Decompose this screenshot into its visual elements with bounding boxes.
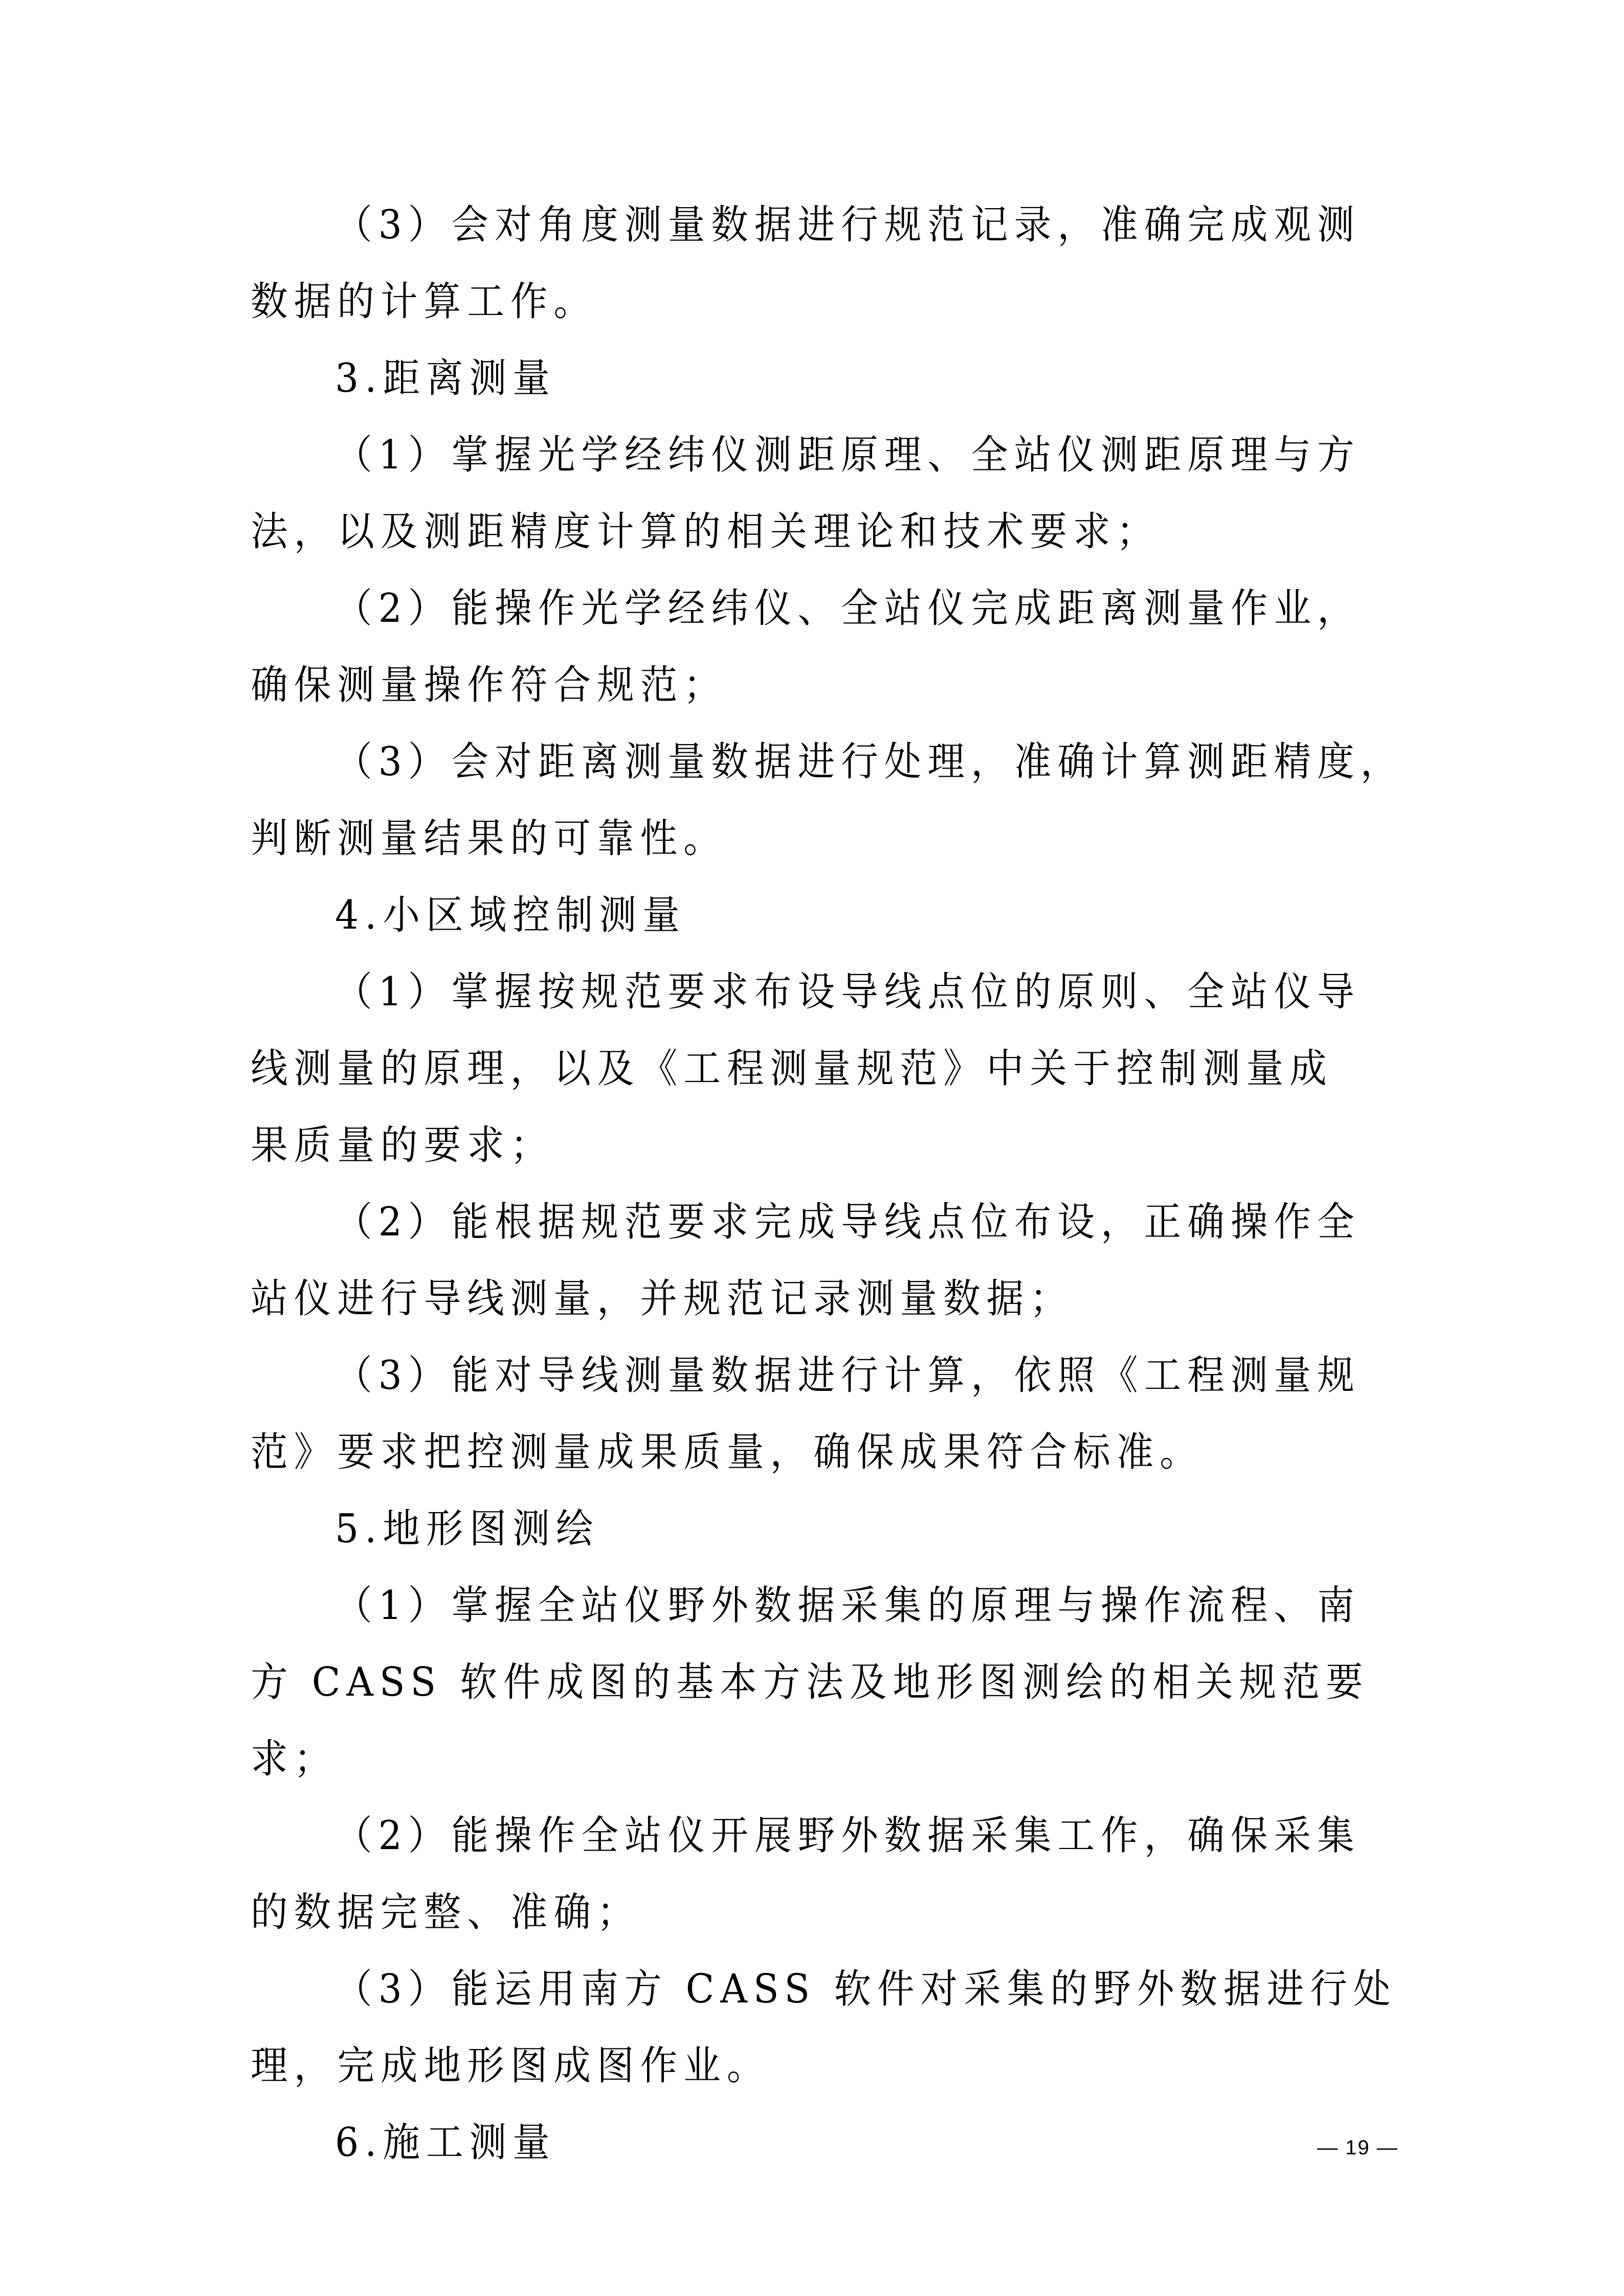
- section-heading: 3.距离测量: [335, 355, 556, 401]
- text-line: 线测量的原理，以及《工程测量规范》中关于控制测量成: [251, 1046, 1333, 1092]
- text-line: 范》要求把控测量成果质量，确保成果符合标准。: [251, 1429, 1203, 1475]
- text-line: （1）掌握光学经纬仪测距原理、全站仪测距原理与方: [335, 432, 1361, 478]
- text-line: （3）会对角度测量数据进行规范记录，准确完成观测: [335, 202, 1361, 248]
- text-line: 确保测量操作符合规范；: [251, 662, 727, 708]
- text-line: 方 CASS 软件成图的基本方法及地形图测绘的相关规范要: [251, 1659, 1369, 1705]
- text-line: （1）掌握按规范要求布设导线点位的原则、全站仪导: [335, 969, 1361, 1015]
- text-line: （1）掌握全站仪野外数据采集的原理与操作流程、南: [335, 1583, 1361, 1629]
- section-heading: 5.地形图测绘: [335, 1506, 599, 1552]
- text-line: （2）能操作全站仪开展野外数据采集工作，确保采集: [335, 1813, 1361, 1859]
- text-line: 的数据完整、准确；: [251, 1889, 640, 1935]
- text-line: （2）能根据规范要求完成导线点位布设，正确操作全: [335, 1199, 1361, 1245]
- text-line: 法，以及测距精度计算的相关理论和技术要求；: [251, 509, 1160, 555]
- text-line: （3）能运用南方 CASS 软件对采集的野外数据进行处: [335, 1966, 1397, 2012]
- text-line: （3）会对距离测量数据进行处理，准确计算测距精度，: [335, 739, 1404, 785]
- text-line: 果质量的要求；: [251, 1122, 554, 1168]
- text-line: 求；: [251, 1736, 338, 1782]
- text-line: 判断测量结果的可靠性。: [251, 816, 727, 862]
- text-line: 站仪进行导线测量，并规范记录测量数据；: [251, 1276, 1073, 1322]
- text-line: 理，完成地形图成图作业。: [251, 2043, 770, 2089]
- page-number: — 19 —: [1317, 2136, 1398, 2159]
- text-line: （2）能操作光学经纬仪、全站仪完成距离测量作业，: [335, 586, 1361, 632]
- text-line: （3）能对导线测量数据进行计算，依照《工程测量规: [335, 1353, 1361, 1399]
- section-heading: 6.施工测量: [335, 2120, 556, 2166]
- text-line: 数据的计算工作。: [251, 279, 597, 325]
- section-heading: 4.小区域控制测量: [335, 892, 686, 938]
